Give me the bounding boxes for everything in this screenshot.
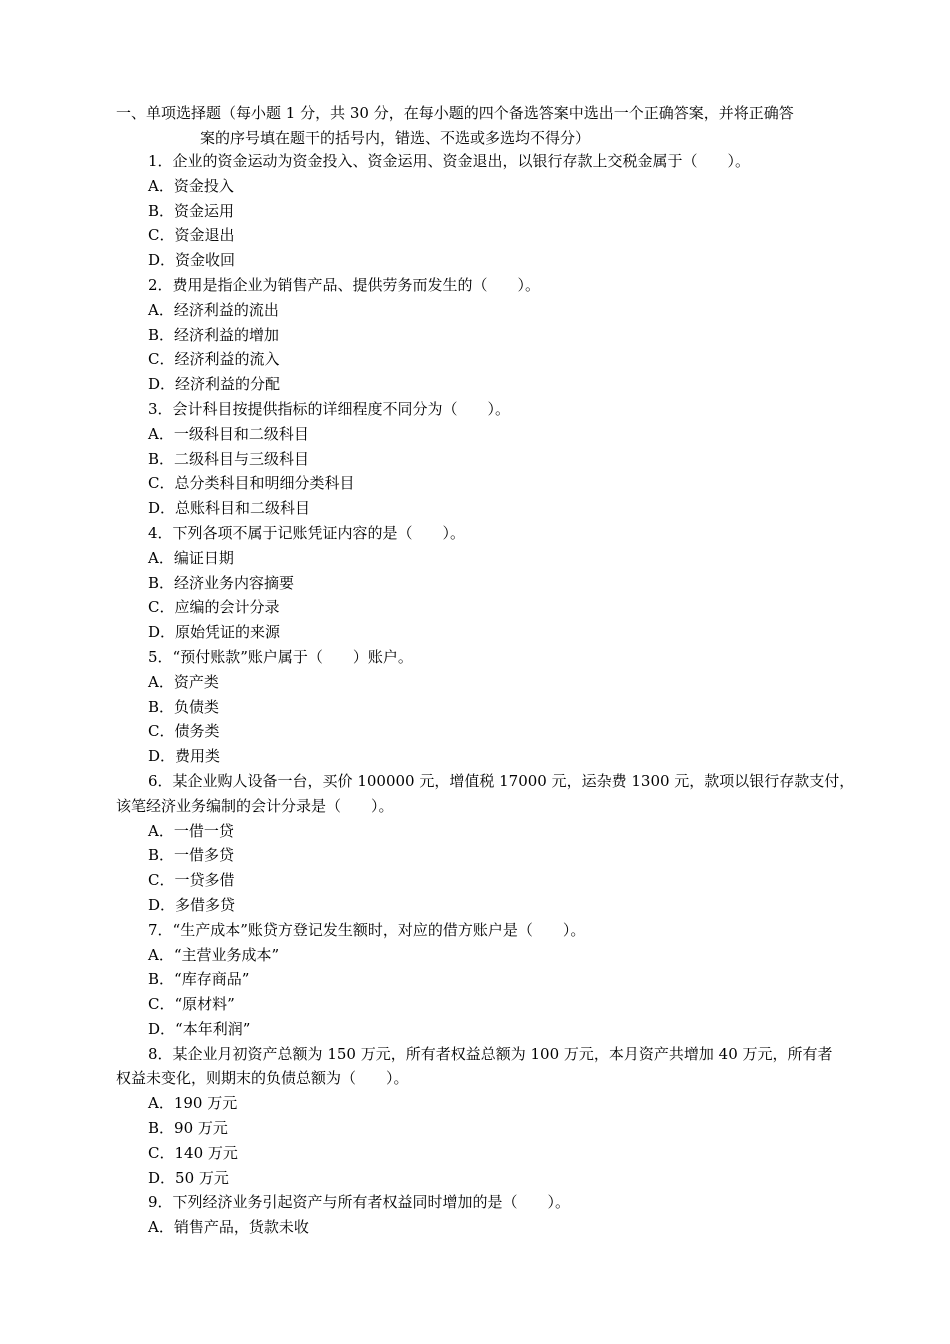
answer-option: D．50 万元 (148, 1168, 229, 1187)
question-stem: 8．某企业月初资产总额为 150 万元，所有者权益总额为 100 万元，本月资产共增加 40 万元，所有者 (148, 1044, 833, 1063)
question-list (116, 149, 896, 1240)
answer-option: A．“主营业务成本” (148, 945, 280, 964)
section-heading (116, 101, 876, 151)
question-stem: 4．下列各项不属于记账凭证内容的是（ ）。 (148, 523, 466, 542)
answer-option: D．费用类 (148, 747, 221, 766)
answer-option: D．多借多贷 (148, 895, 236, 914)
answer-option: B．90 万元 (148, 1119, 228, 1138)
answer-option: A．一借一贷 (148, 821, 234, 840)
answer-option: A．190 万元 (148, 1094, 238, 1113)
question-stem: 9．下列经济业务引起资产与所有者权益同时增加的是（ ）。 (148, 1193, 571, 1212)
answer-option: B．“库存商品” (148, 970, 250, 989)
question-stem: 2．费用是指企业为销售产品、提供劳务而发生的（ ）。 (148, 275, 541, 294)
question-stem: 3．会计科目按提供指标的详细程度不同分为（ ）。 (148, 399, 511, 418)
answer-option: D．资金收回 (148, 251, 236, 270)
answer-option: D．经济利益的分配 (148, 375, 281, 394)
answer-option: A．资产类 (148, 672, 219, 691)
answer-option: A．编证日期 (148, 548, 234, 567)
question-stem-continuation: 权益未变化，则期末的负债总额为（ ）。 (116, 1069, 409, 1088)
section-heading-line1: 一、单项选择题（每小题 1 分，共 30 分，在每小题的四个备选答案中选出一个正确答案，并将正确答 (116, 104, 794, 122)
answer-option: B．资金运用 (148, 201, 235, 220)
section-heading-line2: 案的序号填在题干的括号内，错选、不选或多选均不得分） (200, 128, 591, 147)
answer-option: C．经济利益的流入 (148, 350, 280, 369)
answer-option: C．债务类 (148, 722, 220, 741)
answer-option: C．140 万元 (148, 1143, 238, 1162)
answer-option: C．应编的会计分录 (148, 598, 280, 617)
question-stem: 6．某企业购人设备一台，买价 100000 元，增值税 17000 元，运杂费 1300 元，款项以银行存款支付， (148, 771, 855, 790)
answer-option: C．一贷多借 (148, 871, 235, 890)
answer-option: B．经济利益的增加 (148, 325, 280, 344)
question-stem: 5．“预付账款”账户属于（ ）账户。 (148, 647, 413, 666)
answer-option: B．经济业务内容摘要 (148, 573, 295, 592)
answer-option: B．负债类 (148, 697, 220, 716)
answer-option: A．销售产品，货款未收 (148, 1218, 309, 1237)
question-stem: 1．企业的资金运动为资金投入、资金运用、资金退出，以银行存款上交税金属于（ ）。 (148, 152, 751, 170)
question-stem: 7．“生产成本”账贷方登记发生额时，对应的借方账户是（ ）。 (148, 920, 586, 939)
answer-option: C．“原材料” (148, 995, 235, 1014)
answer-option: D．总账科目和二级科目 (148, 499, 311, 518)
answer-option: A．一级科目和二级科目 (148, 424, 309, 443)
answer-option: C．总分类科目和明细分类科目 (148, 474, 355, 493)
answer-option: A．经济利益的流出 (148, 300, 279, 319)
question-stem-continuation: 该笔经济业务编制的会计分录是（ ）。 (116, 796, 394, 815)
answer-option: A．资金投入 (148, 176, 234, 195)
answer-option: B．二级科目与三级科目 (148, 449, 310, 468)
answer-option: D．“本年利润” (148, 1019, 251, 1038)
answer-option: D．原始凭证的来源 (148, 623, 281, 642)
answer-option: B．一借多贷 (148, 846, 235, 865)
answer-option: C．资金退出 (148, 226, 235, 245)
